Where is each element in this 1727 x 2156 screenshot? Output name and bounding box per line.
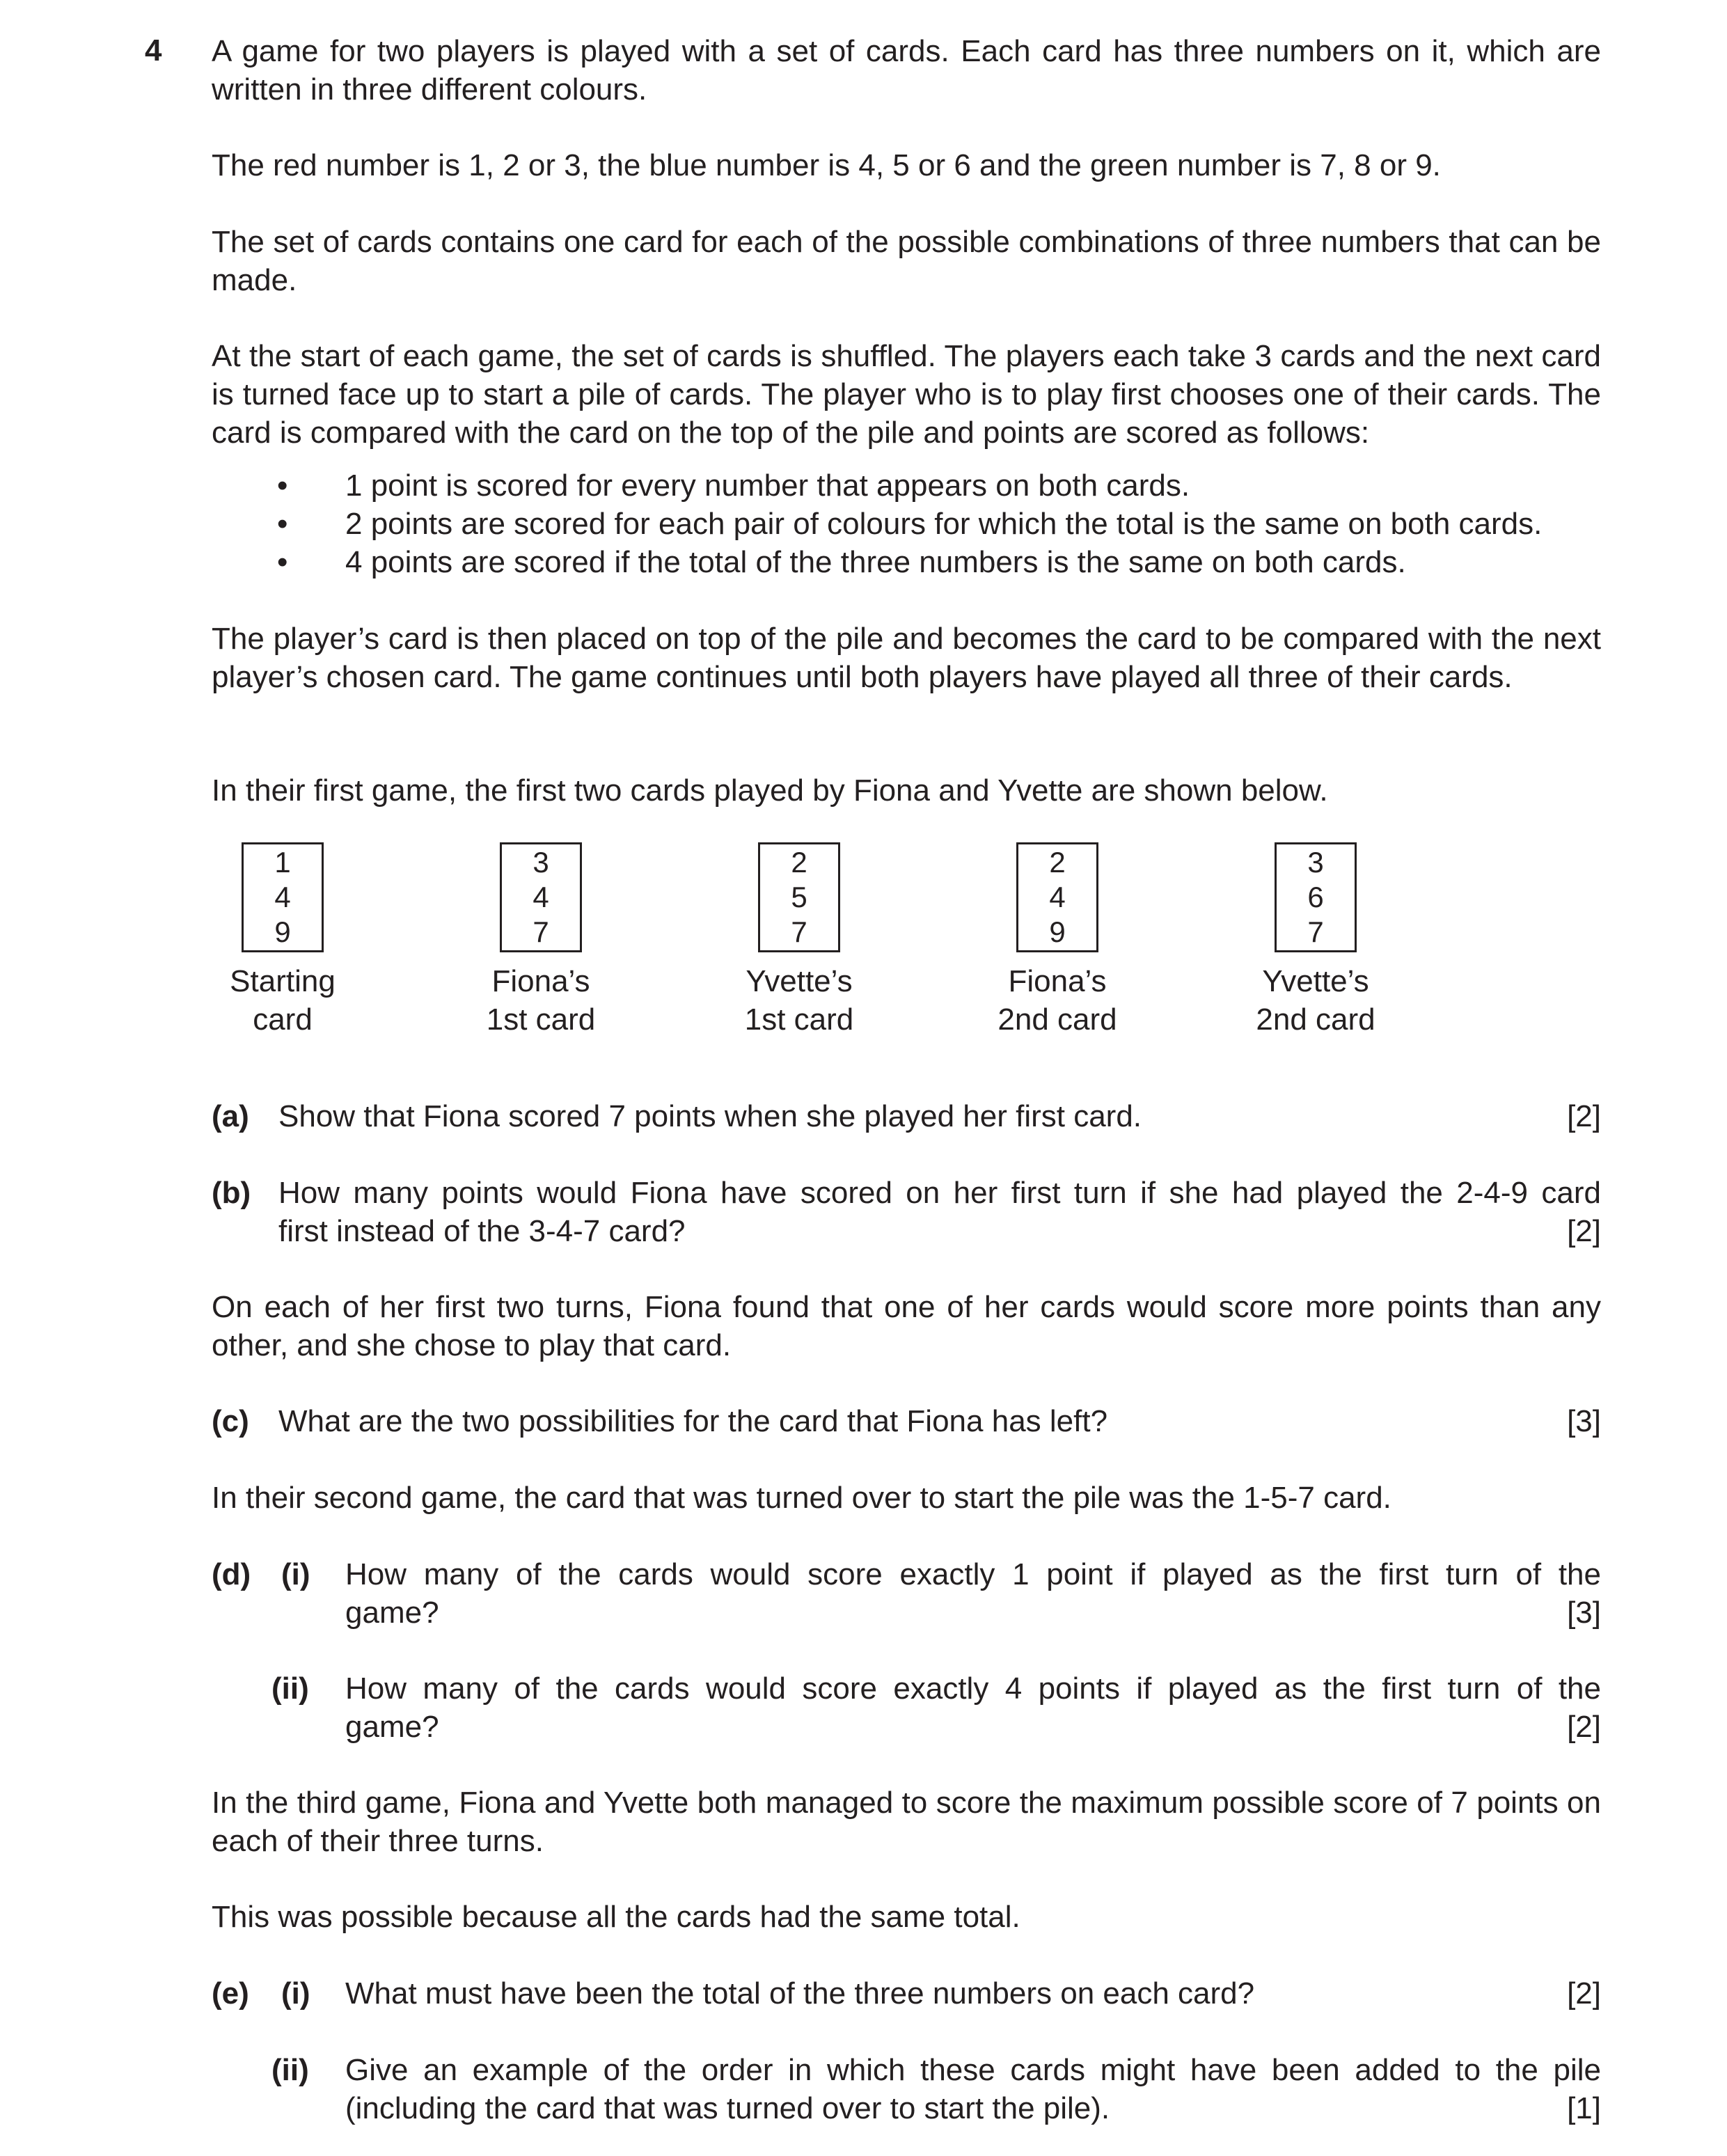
- question-e-i: [212, 1974, 1601, 2013]
- question-d-ii-label: (ii): [271, 1671, 309, 1706]
- card-yvette-1st: [702, 842, 897, 1039]
- card-fiona-1st: [443, 842, 638, 1039]
- question-c-marks: [3]: [1567, 1404, 1601, 1438]
- after-bullets-paragraph: The player’s card is then placed on top of the pile and becomes the card to be compared with the next player’s chosen card. The game continues until both players have played all three of their cards.: [212, 622, 1601, 694]
- question-e-i-label: (i): [281, 1976, 310, 2011]
- card-box: 2 5 7: [758, 842, 840, 952]
- card-caption: Fiona’s 2nd card: [997, 964, 1117, 1037]
- card-starting: [185, 842, 380, 1039]
- cards-row: [212, 842, 1534, 1051]
- question-a-label: (a): [212, 1099, 249, 1133]
- bullet-icon: •: [277, 507, 288, 541]
- intro-paragraph-3: The set of cards contains one card for each of the possible combinations of three numbers that can be made.: [212, 225, 1601, 297]
- card-fiona-2nd: [960, 842, 1155, 1039]
- paragraph-before-d: In their second game, the card that was turned over to start the pile was the 1-5-7 card.: [212, 1481, 1391, 1515]
- question-a-text: Show that Fiona scored 7 points when she played her first card.: [278, 1099, 1142, 1133]
- question-b-label: (b): [212, 1176, 251, 1210]
- question-a-marks: [2]: [1567, 1099, 1601, 1133]
- question-d-i-marks: [3]: [1567, 1596, 1601, 1630]
- question-e-i-text: What must have been the total of the three numbers on each card?: [345, 1976, 1255, 2011]
- question-number: 4: [145, 33, 162, 68]
- question-d-label: (d): [212, 1557, 251, 1591]
- card-box: 3 4 7: [500, 842, 582, 952]
- scoring-rule: • 1 point is scored for every number that appears on both cards.: [212, 466, 1601, 505]
- question-c-text: What are the two possibilities for the card that Fiona has left?: [278, 1404, 1108, 1438]
- question-e-i-marks: [2]: [1567, 1976, 1601, 2011]
- bullet-icon: •: [277, 545, 288, 579]
- question-b: [212, 1174, 1601, 1250]
- bullet-icon: •: [277, 469, 288, 503]
- question-d-i-label: (i): [281, 1557, 310, 1591]
- question-b-text-line1: How many points would Fiona have scored on her first turn if she had played the 2-4-9 card: [278, 1176, 1601, 1210]
- question-a: [212, 1097, 1601, 1135]
- cards-intro-paragraph: In their first game, the first two cards played by Fiona and Yvette are shown below.: [212, 773, 1328, 808]
- question-e-label: (e): [212, 1976, 249, 2011]
- card-caption: Fiona’s 1st card: [486, 964, 596, 1037]
- scoring-rules-list: [212, 466, 1601, 581]
- card-caption: Yvette’s 1st card: [744, 964, 854, 1037]
- paragraph-before-e-1: In the third game, Fiona and Yvette both managed to score the maximum possible score of 7 points on each of their three turns.: [212, 1786, 1601, 1858]
- question-d-ii: [212, 1669, 1601, 1746]
- question-d-ii-text-line2: game?: [345, 1710, 439, 1744]
- question-d-i-text-line1: How many of the cards would score exactly 1 point if played as the first turn of the: [345, 1557, 1601, 1591]
- question-b-text-line2: first instead of the 3-4-7 card?: [278, 1214, 686, 1248]
- intro-paragraph-4: At the start of each game, the set of cards is shuffled. The players each take 3 cards and the next card is turned face up to start a pile of cards. The player who is to play first chooses one of their cards. The card is compared with the card on the top of the pile and points are scored as follows:: [212, 339, 1601, 450]
- question-b-marks: [2]: [1567, 1214, 1601, 1248]
- scoring-rule: • 2 points are scored for each pair of colours for which the total is the same on both cards.: [212, 505, 1601, 543]
- question-e-ii-label: (ii): [271, 2053, 309, 2087]
- question-e-ii: [212, 2051, 1601, 2127]
- paragraph-before-e-2: This was possible because all the cards had the same total.: [212, 1900, 1020, 1934]
- intro-paragraph-1: A game for two players is played with a set of cards. Each card has three numbers on it, which are written in three different colours.: [212, 34, 1601, 107]
- card-box: 1 4 9: [242, 842, 324, 952]
- question-d-i-text-line2: game?: [345, 1596, 439, 1630]
- intro-paragraph-2: The red number is 1, 2 or 3, the blue number is 4, 5 or 6 and the green number is 7, 8 or 9.: [212, 148, 1441, 182]
- paragraph-before-c: On each of her first two turns, Fiona found that one of her cards would score more points than any other, and she chose to play that card.: [212, 1290, 1601, 1362]
- question-e-ii-marks: [1]: [1567, 2091, 1601, 2125]
- scoring-rule: • 4 points are scored if the total of the three numbers is the same on both cards.: [212, 543, 1601, 581]
- question-e-ii-text-line2: (including the card that was turned over to start the pile).: [345, 2091, 1110, 2125]
- question-d-ii-text-line1: How many of the cards would score exactly 4 points if played as the first turn of the: [345, 1671, 1601, 1706]
- question-c: [212, 1402, 1601, 1440]
- question-d-i: [212, 1555, 1601, 1632]
- card-box: 3 6 7: [1275, 842, 1357, 952]
- card-yvette-2nd: [1218, 842, 1413, 1039]
- card-box: 2 4 9: [1016, 842, 1098, 952]
- question-d-ii-marks: [2]: [1567, 1710, 1601, 1744]
- card-caption: Starting card: [230, 964, 336, 1037]
- question-c-label: (c): [212, 1404, 249, 1438]
- question-e-ii-text-line1: Give an example of the order in which these cards might have been added to the pile: [345, 2053, 1601, 2087]
- card-caption: Yvette’s 2nd card: [1256, 964, 1375, 1037]
